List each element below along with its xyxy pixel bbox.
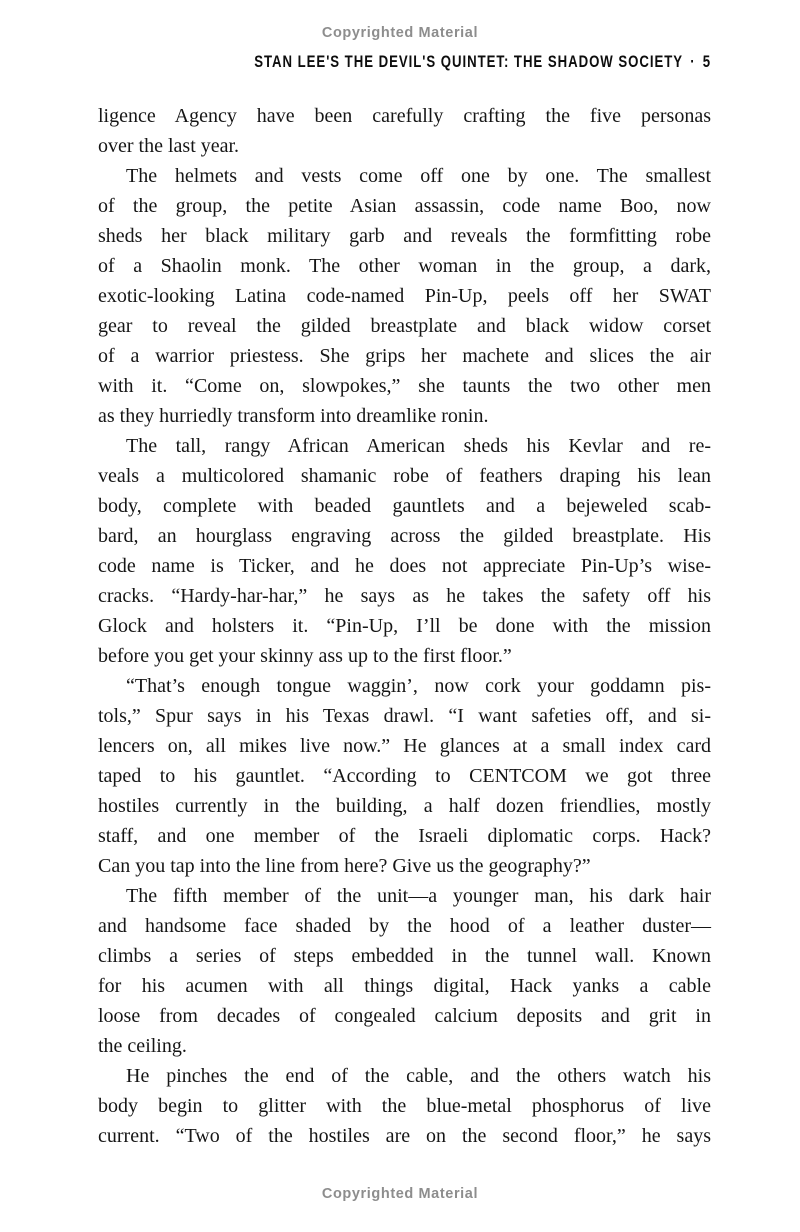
body-line: Can you tap into the line from here? Give us the geography?” [98,855,591,877]
body-line: loose from decades of congealed calcium deposits and grit in [98,1005,711,1027]
body-line: The fifth member of the unit—a younger man, his dark hair [126,885,711,907]
body-line: the ceiling. [98,1035,187,1057]
body-line: body, complete with beaded gauntlets and a bejeweled scab- [98,495,711,517]
paragraph [98,881,711,1061]
body-line: The helmets and vests come off one by one. The smallest [126,165,711,187]
body-line: hostiles currently in the building, a half dozen friendlies, mostly [98,795,711,817]
body-line: as they hurriedly transform into dreamlike ronin. [98,405,489,427]
body-line: before you get your skinny ass up to the first floor.” [98,645,512,667]
paragraph [98,101,711,161]
body-line: body begin to glitter with the blue-metal phosphorus of live [98,1095,711,1117]
body-line: ligence Agency have been carefully crafting the five personas [98,105,711,127]
body-line: He pinches the end of the cable, and the others watch his [126,1065,711,1087]
body-line: gear to reveal the gilded breastplate and black widow corset [98,315,711,337]
body-line: current. “Two of the hostiles are on the second floor,” he says [98,1125,711,1147]
body-line: sheds her black military garb and reveals the formfitting robe [98,225,711,247]
body-line: “That’s enough tongue waggin’, now cork your goddamn pis- [126,675,711,697]
copyright-watermark-bottom: Copyrighted Material [321,1186,479,1202]
body-line: cracks. “Hardy-har-har,” he says as he takes the safety off his [98,585,711,607]
body-line: of a warrior priestess. She grips her machete and slices the air [98,345,711,367]
running-head-text [254,53,711,72]
paragraph [98,161,711,431]
body-line: bard, an hourglass engraving across the gilded breastplate. His [98,525,711,547]
body-line: The tall, rangy African American sheds his Kevlar and re- [126,435,711,457]
body-line: of the group, the petite Asian assassin, code name Boo, now [98,195,711,217]
body-text [98,101,711,1151]
body-line: code name is Ticker, and he does not appreciate Pin-Up’s wise- [98,555,711,577]
body-line: exotic-looking Latina code-named Pin-Up, peels off her SWAT [98,285,711,307]
body-line: with it. “Come on, slowpokes,” she taunts the two other men [98,375,711,397]
book-title: STAN LEE'S THE DEVIL'S QUINTET: THE SHADOW SOCIETY [254,53,683,71]
body-line: for his acumen with all things digital, Hack yanks a cable [98,975,711,997]
paragraph [98,1061,711,1151]
body-line: staff, and one member of the Israeli diplomatic corps. Hack? [98,825,711,847]
copyright-watermark-top: Copyrighted Material [321,25,479,41]
body-line: climbs a series of steps embedded in the tunnel wall. Known [98,945,711,967]
body-line: veals a multicolored shamanic robe of feathers draping his lean [98,465,711,487]
body-line: of a Shaolin monk. The other woman in the group, a dark, [98,255,711,277]
paragraph [98,431,711,671]
body-line: tols,” Spur says in his Texas drawl. “I want safeties off, and si- [98,705,711,727]
running-head-separator: · [690,53,696,71]
body-line: over the last year. [98,135,240,157]
body-line: lencers on, all mikes live now.” He glances at a small index card [98,735,711,757]
body-line: Glock and holsters it. “Pin-Up, I’ll be done with the mission [98,615,711,637]
body-line: taped to his gauntlet. “According to CENTCOM we got three [98,765,711,787]
page-number: 5 [702,53,711,71]
body-line: and handsome face shaded by the hood of a leather duster— [98,915,711,937]
running-head [140,53,711,72]
paragraph [98,671,711,881]
